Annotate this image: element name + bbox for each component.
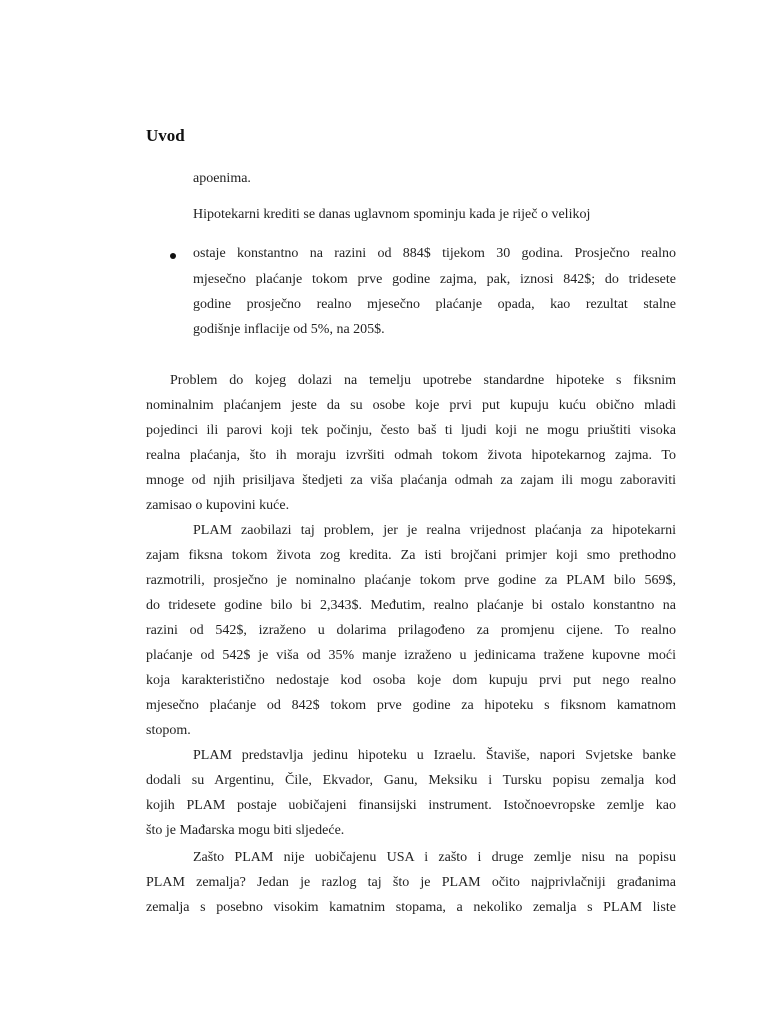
paragraph-line: plaćanje od 542$ je viša od 35% manje izraženo u jedinicama tražene kupovne moći [146,648,676,663]
paragraph-line: do tridesete godine bilo bi 2,343$. Međutim, realno plaćanje bi ostalo konstantno na [146,598,676,613]
paragraph-line: razini od 542$, izraženo u dolarima prilagođeno za promjenu cijene. To realno [146,623,676,638]
paragraph-line: nominalnim plaćanjem jeste da su osobe koje prvi put kupuju kuću obično mladi [146,398,676,413]
paragraph-line: realna plaćanja, što ih moraju izvršiti odmah tokom života hipotekarnog zajma. To [146,448,676,463]
text-line-apoenima: apoenima. [193,171,251,186]
bullet-line: ostaje konstantno na razini od 884$ tijekom 30 godina. Prosječno realno [193,246,676,261]
paragraph-line: razmotrili, prosječno je nominalno plaćanje tokom prve godine za PLAM bilo 569$, [146,573,676,588]
paragraph-line: dodali su Argentinu, Čile, Ekvador, Ganu, Meksiku i Tursku popisu zemalja kod [146,773,676,788]
bullet-line: godine prosječno realno mjesečno plaćanje opada, kao rezultat stalne [193,297,676,312]
paragraph-line: što je Mađarska mogu biti sljedeće. [146,823,345,838]
paragraph-line: zemalja s posebno visokim kamatnim stopama, a nekoliko zemalja s PLAM liste [146,900,676,915]
bullet-icon [170,253,176,259]
paragraph-line: kojih PLAM postaje uobičajeni finansijski instrument. Istočnoevropske zemlje kao [146,798,676,813]
paragraph-line: stopom. [146,723,191,738]
text-line-hipotekarni: Hipotekarni krediti se danas uglavnom spominju kada je riječ o velikoj [193,207,591,222]
section-heading: Uvod [146,126,185,145]
paragraph-line: mjesečno plaćanje od 842$ tokom prve godine za hipoteku s fiksnom kamatnom [146,698,676,713]
paragraph-line: zamisao o kupovini kuće. [146,498,290,513]
bullet-line: godišnje inflacije od 5%, na 205$. [193,322,385,337]
paragraph-line: Zašto PLAM nije uobičajenu USA i zašto i druge zemlje nisu na popisu [193,850,676,865]
paragraph-line: Problem do kojeg dolazi na temelju upotrebe standardne hipoteke s fiksnim [170,373,676,388]
paragraph-line: pojedinci ili parovi koji tek počinju, često baš ti ljudi koji ne mogu priuštiti visoka [146,423,676,438]
bullet-line: mjesečno plaćanje tokom prve godine zajma, pak, iznosi 842$; do tridesete [193,272,676,287]
paragraph-line: PLAM zemalja? Jedan je razlog taj što je PLAM očito najprivlačniji građanima [146,875,676,890]
paragraph-line: mnoge od njih prisiljava štedjeti za viša plaćanja odmah za zajam ili mogu zaboraviti [146,473,676,488]
paragraph-line: PLAM zaobilazi taj problem, jer je realna vrijednost plaćanja za hipotekarni [193,523,676,538]
paragraph-line: koja karakteristično nedostaje kod osoba koje dom kupuju prvi put nego realno [146,673,676,688]
paragraph-line: PLAM predstavlja jedinu hipoteku u Izraelu. Štaviše, napori Svjetske banke [193,748,676,763]
paragraph-line: zajam fiksna tokom života zog kredita. Za isti brojčani primjer koji smo prethodno [146,548,676,563]
